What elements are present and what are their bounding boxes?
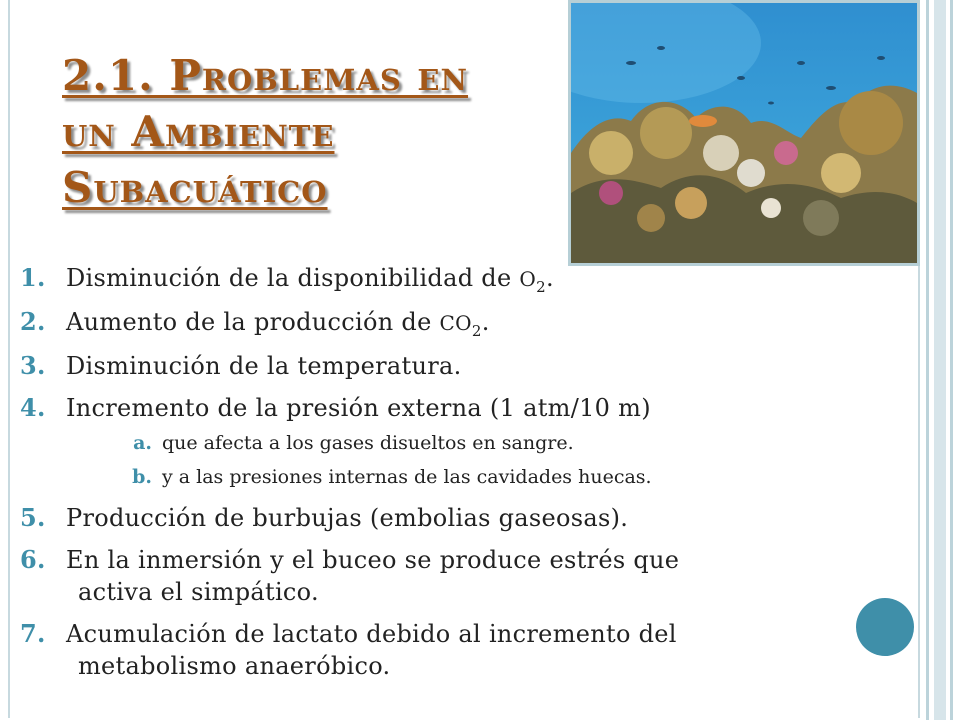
sub-list-item: [20, 464, 820, 490]
accent-circle: [856, 598, 914, 656]
item-text: Aumento de la producción de: [66, 307, 440, 336]
chem-formula-base: O: [519, 267, 537, 291]
list-item: [20, 306, 820, 340]
item-suffix: .: [545, 264, 554, 292]
list-item: [20, 502, 820, 534]
sub-item-text: que afecta a los gases disueltos en sangre.: [162, 431, 574, 454]
list-item: [20, 262, 820, 296]
title-line-3: Subacuático: [62, 163, 328, 212]
item-continuation: metabolismo anaeróbico.: [78, 651, 391, 680]
slide-title: [62, 48, 532, 216]
decorative-stripes: [920, 0, 960, 720]
item-number: 6.: [20, 544, 46, 574]
sub-item-letter: b.: [132, 465, 152, 488]
sub-list-item: [20, 430, 820, 456]
item-number: 5.: [20, 502, 46, 532]
sub-item-text: y a las presiones internas de las cavidades huecas.: [162, 465, 652, 488]
chem-formula-subscript: 2: [536, 277, 546, 296]
chem-formula-base: CO: [439, 310, 472, 335]
list-item: [20, 544, 820, 608]
item-number: 3.: [20, 350, 46, 380]
item-text: Incremento de la presión externa (1 atm/10 m): [66, 393, 651, 422]
item-number: 7.: [20, 618, 46, 648]
list-item: [20, 618, 820, 682]
coral-reef-photo: [568, 0, 920, 266]
item-text: Disminución de la disponibilidad de: [66, 264, 520, 292]
title-line-1: 2.1. Problemas en: [62, 51, 469, 100]
item-suffix: .: [481, 307, 490, 336]
item-text: Producción de burbujas (embolias gaseosas).: [66, 503, 629, 532]
item-number: 1.: [20, 263, 46, 292]
item-continuation: activa el simpático.: [78, 577, 319, 606]
title-line-2: un Ambiente: [62, 107, 335, 156]
coral-reef-illustration: [571, 3, 917, 263]
item-text: Disminución de la temperatura.: [66, 351, 462, 380]
chem-formula-subscript: 2: [471, 321, 482, 340]
list-item: [20, 392, 820, 424]
item-text: En la inmersión y el buceo se produce estrés que: [66, 545, 680, 574]
item-number: 2.: [20, 306, 46, 336]
sub-item-letter: a.: [133, 431, 152, 454]
item-number: 4.: [20, 392, 46, 422]
problem-list: [20, 262, 820, 692]
item-text: Acumulación de lactato debido al incremento del: [66, 619, 677, 648]
list-item: [20, 350, 820, 382]
